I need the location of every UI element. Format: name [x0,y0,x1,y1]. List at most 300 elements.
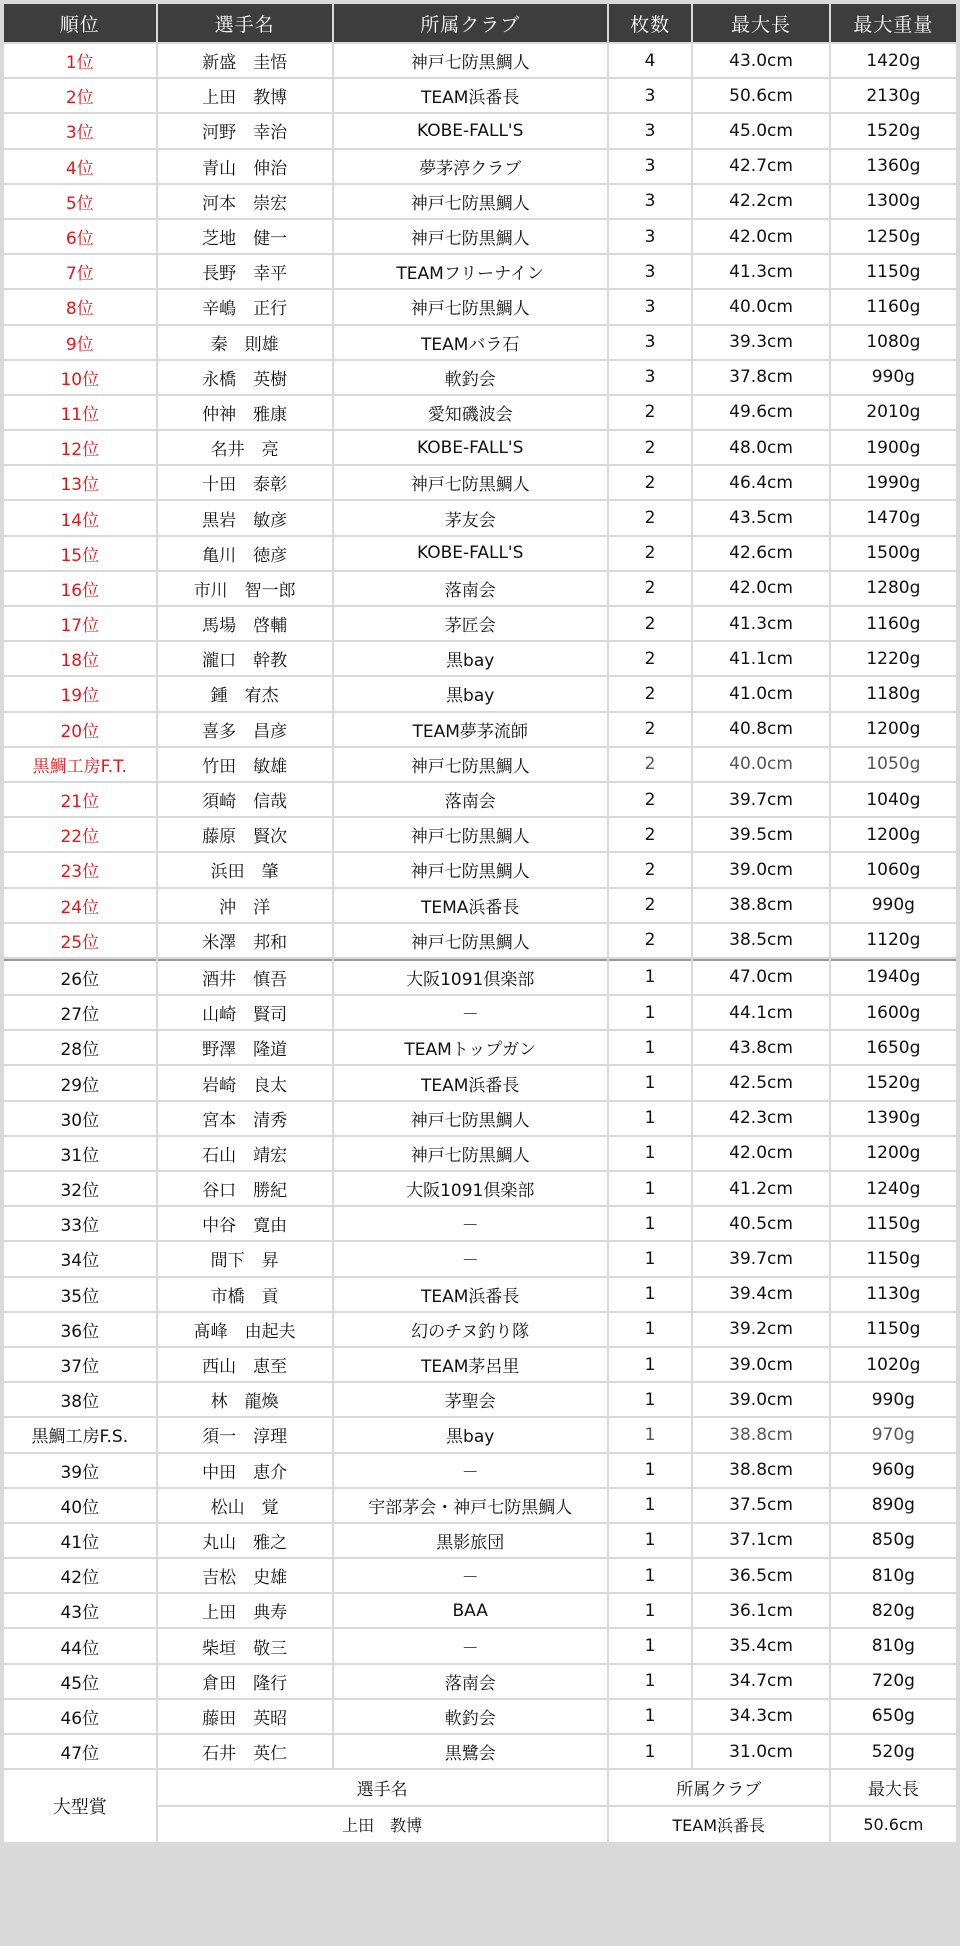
weight-cell: 1520g [831,114,956,147]
length-cell: 36.5cm [693,1559,828,1592]
name-cell: 宮本 清秀 [158,1102,332,1135]
table-row [4,79,956,112]
rank-cell: 40位 [4,1489,156,1522]
header-club: 所属クラブ [334,4,607,42]
count-cell: 2 [609,783,692,816]
length-cell: 38.8cm [693,889,828,922]
table-row [4,1629,956,1662]
name-cell: 秦 則雄 [158,326,332,359]
length-cell: 34.3cm [693,1700,828,1733]
table-row [4,1383,956,1416]
rank-cell: 46位 [4,1700,156,1733]
rank-cell: 14位 [4,501,156,534]
count-cell: 3 [609,290,692,323]
count-cell: 1 [609,1383,692,1416]
rank-cell: 29位 [4,1066,156,1099]
rank-cell: 黒鯛工房F.S. [4,1418,156,1451]
count-cell: 1 [609,1278,692,1311]
rank-cell: 30位 [4,1102,156,1135]
name-cell: 青山 伸治 [158,150,332,183]
count-cell: 3 [609,361,692,394]
weight-cell: 1130g [831,1278,956,1311]
name-cell: 市川 智一郎 [158,572,332,605]
rank-cell: 9位 [4,326,156,359]
club-cell: TEAM浜番長 [334,79,607,112]
award-length-header: 最大長 [831,1770,956,1805]
name-cell: 市橋 貢 [158,1278,332,1311]
length-cell: 41.3cm [693,255,828,288]
table-row [4,713,956,746]
count-cell: 1 [609,1172,692,1205]
table-row [4,396,956,429]
weight-cell: 810g [831,1629,956,1662]
length-cell: 42.2cm [693,185,828,218]
length-cell: 42.0cm [693,220,828,253]
table-row [4,748,956,781]
club-cell: 神戸七防黒鯛人 [334,44,607,77]
name-cell: 鍾 宥杰 [158,677,332,710]
table-row [4,114,956,147]
club-cell: 神戸七防黒鯛人 [334,748,607,781]
name-cell: 間下 昇 [158,1242,332,1275]
table-row [4,642,956,675]
table-row [4,1172,956,1205]
club-cell: 神戸七防黒鯛人 [334,290,607,323]
name-cell: 中田 恵介 [158,1454,332,1487]
rank-cell: 黒鯛工房F.T. [4,748,156,781]
club-cell: TEAM夢茅流師 [334,713,607,746]
club-cell: 神戸七防黒鯛人 [334,185,607,218]
club-cell: 大阪1091倶楽部 [334,959,607,994]
name-cell: 芝地 健一 [158,220,332,253]
length-cell: 40.5cm [693,1207,828,1240]
length-cell: 40.8cm [693,713,828,746]
length-cell: 38.5cm [693,924,828,957]
rank-cell: 20位 [4,713,156,746]
table-row [4,44,956,77]
club-cell: 神戸七防黒鯛人 [334,220,607,253]
count-cell: 1 [609,1207,692,1240]
rank-cell: 16位 [4,572,156,605]
name-cell: 柴垣 敬三 [158,1629,332,1662]
rank-cell: 3位 [4,114,156,147]
rank-cell: 25位 [4,924,156,957]
name-cell: 黒岩 敏彦 [158,501,332,534]
header-name: 選手名 [158,4,332,42]
length-cell: 43.8cm [693,1031,828,1064]
count-cell: 1 [609,996,692,1029]
table-row [4,1102,956,1135]
table-row [4,1242,956,1275]
name-cell: 河本 崇宏 [158,185,332,218]
club-cell: 幻のチヌ釣り隊 [334,1313,607,1346]
length-cell: 39.2cm [693,1313,828,1346]
name-cell: 馬場 啓輔 [158,607,332,640]
name-cell: 石山 靖宏 [158,1137,332,1170]
table-row [4,1418,956,1451]
table-row [4,1278,956,1311]
length-cell: 44.1cm [693,996,828,1029]
count-cell: 2 [609,889,692,922]
rank-cell: 34位 [4,1242,156,1275]
club-cell: 神戸七防黒鯛人 [334,853,607,886]
count-cell: 1 [609,1348,692,1381]
club-cell: 神戸七防黒鯛人 [334,924,607,957]
rank-cell: 32位 [4,1172,156,1205]
weight-cell: 1200g [831,1137,956,1170]
club-cell: 黒bay [334,677,607,710]
table-row [4,1700,956,1733]
weight-cell: 720g [831,1665,956,1698]
weight-cell: 1080g [831,326,956,359]
count-cell: 1 [609,1665,692,1698]
club-cell: － [334,1454,607,1487]
length-cell: 35.4cm [693,1629,828,1662]
count-cell: 2 [609,748,692,781]
rank-cell: 13位 [4,466,156,499]
club-cell: － [334,1242,607,1275]
table-row [4,361,956,394]
length-cell: 37.1cm [693,1524,828,1557]
club-cell: 神戸七防黒鯛人 [334,466,607,499]
club-cell: 茅聖会 [334,1383,607,1416]
count-cell: 3 [609,79,692,112]
table-row [4,572,956,605]
length-cell: 39.0cm [693,853,828,886]
weight-cell: 1900g [831,431,956,464]
weight-cell: 1360g [831,150,956,183]
club-cell: － [334,1629,607,1662]
weight-cell: 1250g [831,220,956,253]
rank-cell: 36位 [4,1313,156,1346]
count-cell: 1 [609,1524,692,1557]
length-cell: 42.0cm [693,1137,828,1170]
table-row [4,185,956,218]
count-cell: 2 [609,572,692,605]
count-cell: 1 [609,1559,692,1592]
weight-cell: 960g [831,1454,956,1487]
rank-cell: 22位 [4,818,156,851]
name-cell: 米澤 邦和 [158,924,332,957]
weight-cell: 1220g [831,642,956,675]
table-row [4,1735,956,1768]
table-row [4,959,956,994]
club-cell: KOBE-FALL'S [334,114,607,147]
table-row [4,1066,956,1099]
club-cell: 黒影旅団 [334,1524,607,1557]
count-cell: 3 [609,185,692,218]
table-row [4,431,956,464]
name-cell: 藤田 英昭 [158,1700,332,1733]
table-row [4,889,956,922]
length-cell: 49.6cm [693,396,828,429]
name-cell: 西山 恵至 [158,1348,332,1381]
award-section [4,1770,956,1842]
weight-cell: 1160g [831,290,956,323]
count-cell: 2 [609,431,692,464]
count-cell: 3 [609,326,692,359]
award-name: 上田 教博 [158,1807,607,1842]
rank-cell: 18位 [4,642,156,675]
weight-cell: 1040g [831,783,956,816]
length-cell: 50.6cm [693,79,828,112]
club-cell: 神戸七防黒鯛人 [334,1102,607,1135]
club-cell: 軟釣会 [334,1700,607,1733]
weight-cell: 1650g [831,1031,956,1064]
name-cell: 河野 幸治 [158,114,332,147]
count-cell: 1 [609,1735,692,1768]
length-cell: 41.1cm [693,642,828,675]
length-cell: 40.0cm [693,748,828,781]
count-cell: 2 [609,501,692,534]
club-cell: 黒bay [334,642,607,675]
rank-cell: 12位 [4,431,156,464]
award-club-header: 所属クラブ [609,1770,829,1805]
table-row [4,1489,956,1522]
name-cell: 喜多 昌彦 [158,713,332,746]
name-cell: 新盛 圭悟 [158,44,332,77]
weight-cell: 1600g [831,996,956,1029]
award-header-row [4,1770,956,1805]
length-cell: 37.5cm [693,1489,828,1522]
weight-cell: 1150g [831,1242,956,1275]
count-cell: 1 [609,1700,692,1733]
weight-cell: 1050g [831,748,956,781]
club-cell: TEAMバラ石 [334,326,607,359]
count-cell: 2 [609,537,692,570]
length-cell: 41.0cm [693,677,828,710]
count-cell: 3 [609,220,692,253]
header-weight: 最大重量 [831,4,956,42]
length-cell: 39.7cm [693,783,828,816]
table-row [4,290,956,323]
length-cell: 36.1cm [693,1594,828,1627]
rank-cell: 1位 [4,44,156,77]
count-cell: 4 [609,44,692,77]
rank-cell: 8位 [4,290,156,323]
length-cell: 48.0cm [693,431,828,464]
table-row [4,1559,956,1592]
count-cell: 1 [609,1489,692,1522]
club-cell: KOBE-FALL'S [334,431,607,464]
table-row [4,853,956,886]
rank-cell: 19位 [4,677,156,710]
length-cell: 31.0cm [693,1735,828,1768]
club-cell: － [334,1207,607,1240]
count-cell: 1 [609,1418,692,1451]
award-title: 大型賞 [4,1770,156,1842]
club-cell: TEAM浜番長 [334,1066,607,1099]
name-cell: 瀧口 幹教 [158,642,332,675]
length-cell: 38.8cm [693,1454,828,1487]
count-cell: 2 [609,607,692,640]
name-cell: 浜田 肇 [158,853,332,886]
name-cell: 岩崎 良太 [158,1066,332,1099]
rank-cell: 27位 [4,996,156,1029]
count-cell: 2 [609,396,692,429]
count-cell: 2 [609,642,692,675]
table-row [4,1348,956,1381]
name-cell: 亀川 徳彦 [158,537,332,570]
name-cell: 竹田 敏雄 [158,748,332,781]
table-row [4,1137,956,1170]
weight-cell: 1160g [831,607,956,640]
weight-cell: 890g [831,1489,956,1522]
weight-cell: 990g [831,889,956,922]
name-cell: 上田 典寿 [158,1594,332,1627]
count-cell: 1 [609,1031,692,1064]
weight-cell: 1240g [831,1172,956,1205]
table-row [4,1207,956,1240]
rank-cell: 2位 [4,79,156,112]
rank-cell: 44位 [4,1629,156,1662]
name-cell: 名井 亮 [158,431,332,464]
name-cell: 石井 英仁 [158,1735,332,1768]
name-cell: 上田 教博 [158,79,332,112]
count-cell: 1 [609,1313,692,1346]
table-row [4,220,956,253]
count-cell: 2 [609,677,692,710]
weight-cell: 990g [831,1383,956,1416]
name-cell: 丸山 雅之 [158,1524,332,1557]
club-cell: TEAMトップガン [334,1031,607,1064]
length-cell: 39.0cm [693,1383,828,1416]
award-name-header: 選手名 [158,1770,607,1805]
table-row [4,1031,956,1064]
table-row [4,818,956,851]
name-cell: 仲神 雅康 [158,396,332,429]
weight-cell: 1060g [831,853,956,886]
weight-cell: 810g [831,1559,956,1592]
weight-cell: 650g [831,1700,956,1733]
length-cell: 42.3cm [693,1102,828,1135]
name-cell: 谷口 勝紀 [158,1172,332,1205]
header-length: 最大長 [693,4,828,42]
club-cell: 落南会 [334,572,607,605]
club-cell: 軟釣会 [334,361,607,394]
weight-cell: 1470g [831,501,956,534]
name-cell: 須一 淳理 [158,1418,332,1451]
weight-cell: 2130g [831,79,956,112]
name-cell: 中谷 寛由 [158,1207,332,1240]
length-cell: 47.0cm [693,959,828,994]
name-cell: 吉松 史雄 [158,1559,332,1592]
rank-cell: 7位 [4,255,156,288]
name-cell: 藤原 賢次 [158,818,332,851]
rank-cell: 45位 [4,1665,156,1698]
club-cell: 夢茅渟クラブ [334,150,607,183]
table-row [4,607,956,640]
count-cell: 1 [609,1629,692,1662]
count-cell: 1 [609,1594,692,1627]
count-cell: 2 [609,818,692,851]
table-row [4,537,956,570]
length-cell: 42.0cm [693,572,828,605]
name-cell: 須崎 信哉 [158,783,332,816]
weight-cell: 1390g [831,1102,956,1135]
weight-cell: 1420g [831,44,956,77]
length-cell: 39.5cm [693,818,828,851]
club-cell: TEAM茅呂里 [334,1348,607,1381]
rank-cell: 21位 [4,783,156,816]
table-row [4,1313,956,1346]
name-cell: 辛嶋 正行 [158,290,332,323]
name-cell: 野澤 隆道 [158,1031,332,1064]
count-cell: 1 [609,1137,692,1170]
club-cell: － [334,1559,607,1592]
weight-cell: 820g [831,1594,956,1627]
length-cell: 46.4cm [693,466,828,499]
rank-cell: 33位 [4,1207,156,1240]
weight-cell: 1150g [831,255,956,288]
rank-cell: 37位 [4,1348,156,1381]
rank-cell: 31位 [4,1137,156,1170]
count-cell: 3 [609,150,692,183]
count-cell: 2 [609,713,692,746]
name-cell: 髙峰 由起夫 [158,1313,332,1346]
length-cell: 34.7cm [693,1665,828,1698]
club-cell: 愛知磯波会 [334,396,607,429]
table-row [4,677,956,710]
count-cell: 1 [609,959,692,994]
length-cell: 41.2cm [693,1172,828,1205]
table-row [4,501,956,534]
weight-cell: 990g [831,361,956,394]
weight-cell: 1500g [831,537,956,570]
club-cell: 落南会 [334,783,607,816]
rank-cell: 4位 [4,150,156,183]
name-cell: 倉田 隆行 [158,1665,332,1698]
table-row [4,1454,956,1487]
table-row [4,466,956,499]
weight-cell: 1280g [831,572,956,605]
club-cell: 黒鷺会 [334,1735,607,1768]
club-cell: KOBE-FALL'S [334,537,607,570]
table-row [4,150,956,183]
rank-cell: 6位 [4,220,156,253]
name-cell: 山崎 賢司 [158,996,332,1029]
name-cell: 林 龍煥 [158,1383,332,1416]
club-cell: 大阪1091倶楽部 [334,1172,607,1205]
name-cell: 沖 洋 [158,889,332,922]
rank-cell: 28位 [4,1031,156,1064]
rank-cell: 23位 [4,853,156,886]
club-cell: TEMA浜番長 [334,889,607,922]
table-row [4,1524,956,1557]
table-row [4,255,956,288]
length-cell: 42.6cm [693,537,828,570]
length-cell: 43.0cm [693,44,828,77]
length-cell: 45.0cm [693,114,828,147]
club-cell: 黒bay [334,1418,607,1451]
weight-cell: 520g [831,1735,956,1768]
club-cell: TEAMフリーナイン [334,255,607,288]
count-cell: 2 [609,924,692,957]
weight-cell: 2010g [831,396,956,429]
header-rank: 順位 [4,4,156,42]
rank-cell: 38位 [4,1383,156,1416]
table-row [4,326,956,359]
count-cell: 3 [609,114,692,147]
count-cell: 3 [609,255,692,288]
count-cell: 1 [609,1454,692,1487]
count-cell: 1 [609,1066,692,1099]
count-cell: 1 [609,1242,692,1275]
award-club: TEAM浜番長 [609,1807,829,1842]
rank-cell: 15位 [4,537,156,570]
weight-cell: 970g [831,1418,956,1451]
length-cell: 38.8cm [693,1418,828,1451]
